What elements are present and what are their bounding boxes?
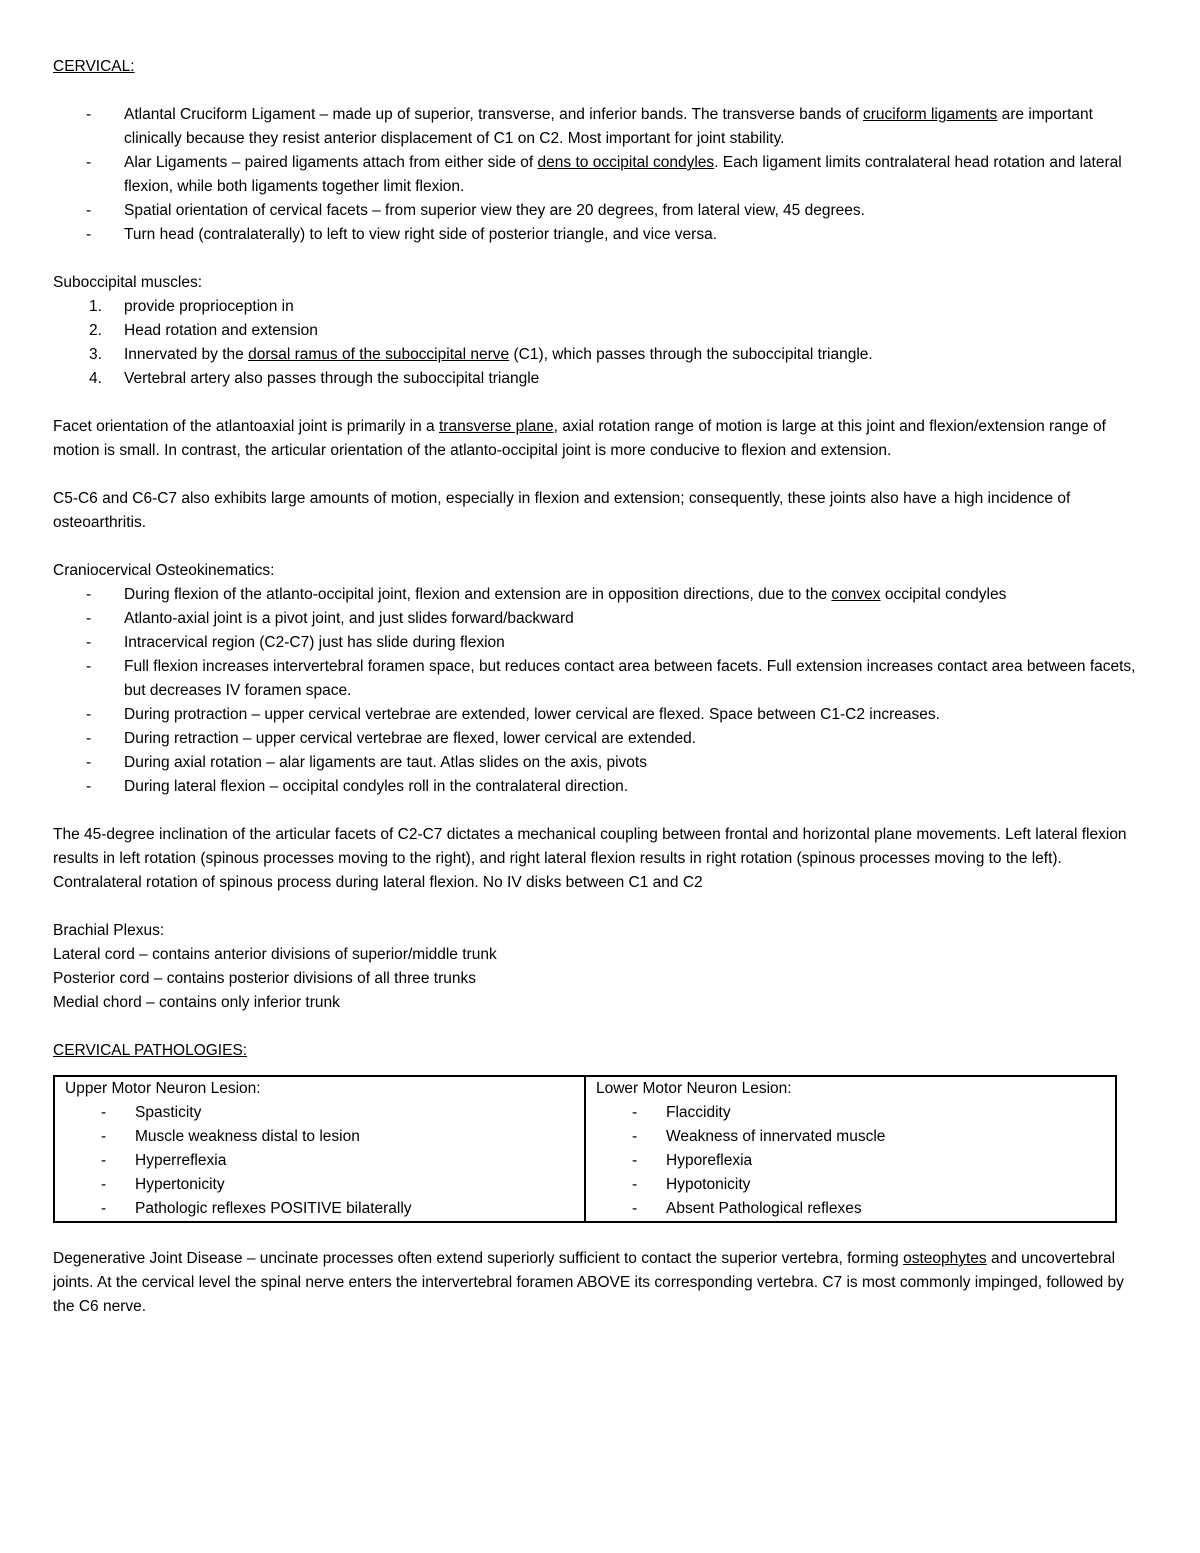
lesion-comparison-table	[53, 1075, 1117, 1223]
craniocervical-bullet: - Intracervical region (C2-C7) just has slide during flexion	[86, 634, 505, 651]
cervical-bullet: - Alar Ligaments – paired ligaments attach from either side of dens to occipital condyles. Each ligament limits contralateral head rotation and lateral flexion, while both ligaments together limit flexion.	[53, 151, 1149, 199]
facet-orientation-paragraph: Facet orientation of the atlantoaxial joint is primarily in a transverse plane, axial rotation range of motion is large at this joint and flexion/extension range of motion is small. In contrast, the articular orientation of the atlanto-occipital joint is more conducive to flexion and extension.	[53, 418, 1106, 459]
craniocervical-bullet: - During flexion of the atlanto-occipital joint, flexion and extension are in opposition directions, due to the convex occipital condyles	[86, 586, 1007, 603]
cervical-list	[53, 103, 1149, 247]
craniocervical-bullet: - Full flexion increases intervertebral foramen space, but reduces contact area between facets. Full extension increases contact area between facets, but decreases IV foramen space.	[86, 658, 1136, 699]
bullet-dash: -	[86, 154, 92, 171]
lmn-item: - Flaccidity	[632, 1104, 731, 1121]
craniocervical-list	[53, 583, 1149, 799]
umn-list	[65, 1101, 574, 1221]
coupling-paragraph: The 45-degree inclination of the articular facets of C2-C7 dictates a mechanical coupling between frontal and horizontal plane movements. Left lateral flexion results in left rotation (spinous processes moving to the right), and right lateral flexion results in right rotation (spinous processes moving to the left). Contralateral rotation of spinous process during lateral flexion. No IV disks between C1 and C2	[53, 826, 1127, 891]
lmn-list	[596, 1101, 1105, 1221]
craniocervical-heading: Craniocervical Osteokinematics:	[53, 562, 275, 579]
craniocervical-bullet: - Atlanto-axial joint is a pivot joint, and just slides forward/backward	[86, 610, 574, 627]
lmn-item: - Hypotonicity	[632, 1176, 751, 1193]
pathologies-heading: CERVICAL PATHOLOGIES:	[53, 1042, 248, 1059]
c5-c7-paragraph: C5-C6 and C6-C7 also exhibits large amounts of motion, especially in flexion and extension; consequently, these joints also have a high incidence of osteoarthritis.	[53, 490, 1071, 531]
document-page	[53, 55, 1149, 1319]
craniocervical-bullet: - During protraction – upper cervical vertebrae are extended, lower cervical are flexed. Space between C1-C2 increases.	[86, 706, 940, 723]
suboccipital-item: 1. provide proprioception in	[89, 298, 294, 315]
cervical-heading: CERVICAL:	[53, 58, 135, 75]
brachial-line: Lateral cord – contains anterior divisions of superior/middle trunk	[53, 946, 497, 963]
umn-item: - Hyperreflexia	[101, 1152, 227, 1169]
brachial-line: Posterior cord – contains posterior divisions of all three trunks	[53, 970, 477, 987]
suboccipital-item: 2. Head rotation and extension	[89, 322, 318, 339]
suboccipital-item: 4. Vertebral artery also passes through the suboccipital triangle	[89, 370, 540, 387]
suboccipital-item: 3. Innervated by the dorsal ramus of the suboccipital nerve (C1), which passes through the suboccipital triangle.	[89, 346, 873, 363]
degenerative-joint-disease-paragraph: Degenerative Joint Disease – uncinate processes often extend superiorly sufficient to contact the superior vertebra, forming osteophytes and uncovertebral joints. At the cervical level the spinal nerve enters the intervertebral foramen ABOVE its corresponding vertebra. C7 is most commonly impinged, followed by the C6 nerve.	[53, 1250, 1124, 1315]
craniocervical-bullet: - During lateral flexion – occipital condyles roll in the contralateral direction.	[86, 778, 629, 795]
craniocervical-bullet: - During retraction – upper cervical vertebrae are flexed, lower cervical are extended.	[86, 730, 697, 747]
craniocervical-bullet: - During axial rotation – alar ligaments are taut. Atlas slides on the axis, pivots	[86, 754, 647, 771]
cervical-bullet: - Spatial orientation of cervical facets – from superior view they are 20 degrees, from lateral view, 45 degrees.	[53, 199, 1149, 223]
suboccipital-list	[53, 295, 1149, 391]
umn-item: - Pathologic reflexes POSITIVE bilaterally	[101, 1200, 412, 1217]
lmn-item: - Hyporeflexia	[632, 1152, 753, 1169]
bullet-dash: -	[86, 202, 92, 219]
lmn-cell	[585, 1076, 1116, 1222]
brachial-heading: Brachial Plexus:	[53, 922, 165, 939]
bullet-dash: -	[86, 226, 92, 243]
cervical-bullet: - Turn head (contralaterally) to left to view right side of posterior triangle, and vice versa.	[53, 223, 1149, 247]
umn-item: - Spasticity	[101, 1104, 202, 1121]
umn-cell	[54, 1076, 585, 1222]
umn-item: - Muscle weakness distal to lesion	[101, 1128, 360, 1145]
umn-title: Upper Motor Neuron Lesion:	[65, 1080, 261, 1097]
umn-item: - Hypertonicity	[101, 1176, 225, 1193]
brachial-line: Medial chord – contains only inferior trunk	[53, 994, 340, 1011]
lmn-title: Lower Motor Neuron Lesion:	[596, 1080, 792, 1097]
lmn-item: - Weakness of innervated muscle	[632, 1128, 886, 1145]
suboccipital-heading: Suboccipital muscles:	[53, 274, 203, 291]
cervical-bullet: - Atlantal Cruciform Ligament – made up of superior, transverse, and inferior bands. The transverse bands of cruciform ligaments are important clinically because they resist anterior displacement of C1 on C2. Most important for joint stability.	[53, 103, 1149, 151]
bullet-dash: -	[86, 106, 92, 123]
lmn-item: - Absent Pathological reflexes	[632, 1200, 862, 1217]
